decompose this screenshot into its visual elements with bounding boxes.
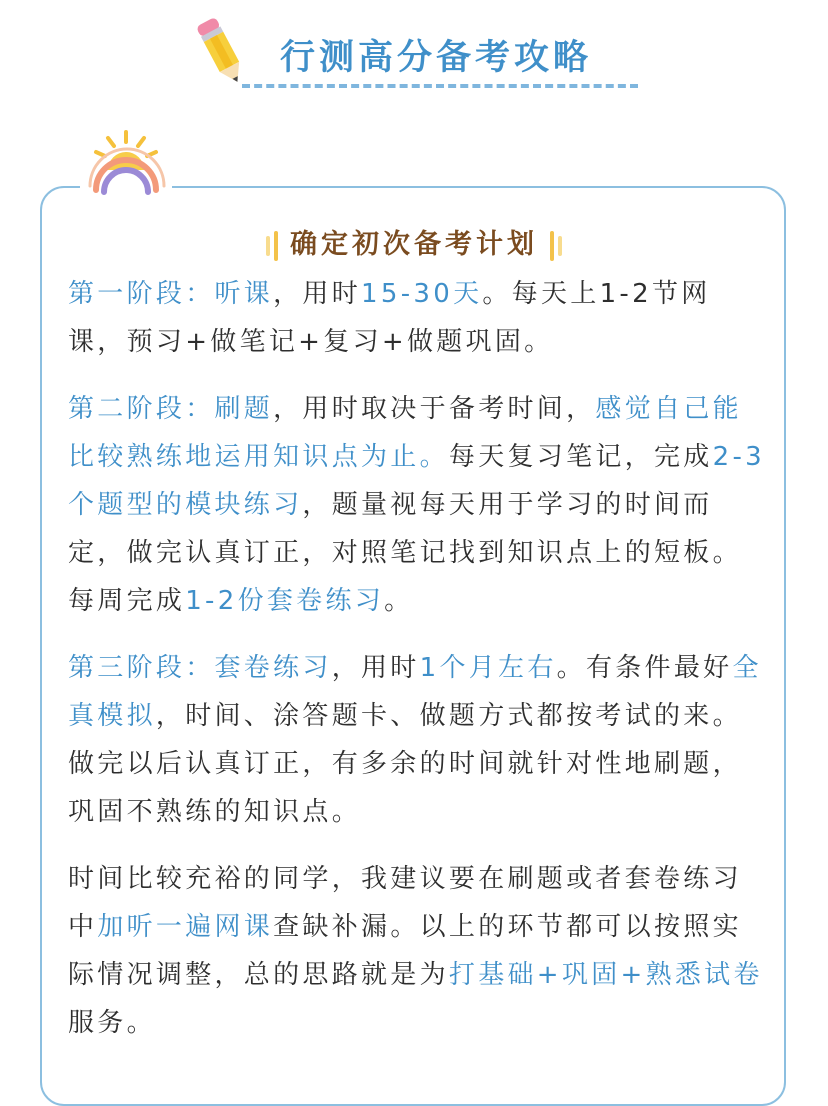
title-underline xyxy=(242,84,638,88)
text-segment: 查缺补漏。以上的环节都可以按照实际情况调整，总的思路就是为 xyxy=(68,912,742,990)
text-segment: 每天复习笔记，完成 xyxy=(448,442,713,472)
text-segment: ，用时取决于备考时间， xyxy=(273,394,596,424)
text-segment: 打基础+巩固+熟悉试卷 xyxy=(448,960,763,990)
text-segment: 第二阶段：刷题 xyxy=(68,394,274,424)
section-title-text: 确定初次备考计划 xyxy=(290,229,538,260)
text-segment: 15-30天 xyxy=(361,279,483,309)
text-segment: 。 xyxy=(384,586,414,616)
text-segment: ，题量视每天用于学习的时间而定，做完认真订正，对照笔记找到知识点上的短板。每周完成 xyxy=(68,490,742,616)
text-segment: 感觉自己能比较熟练地运用知识点为止。 xyxy=(68,394,742,472)
text-segment: 加听一遍网课 xyxy=(97,912,274,942)
text-segment: 时间比较充裕的同学，我建议要在刷题或者套卷练习中 xyxy=(68,864,742,942)
text-segment: 1个月左右 xyxy=(419,653,557,683)
paragraph-stage-two xyxy=(68,385,768,625)
text-segment: 2-3个题型的模块练习 xyxy=(68,442,765,520)
title-bars-right xyxy=(548,230,564,262)
text-segment: ，时间、涂答题卡、做题方式都按考试的来。做完以后认真订正，有多余的时间就针对性地刷题，巩固不熟练的知识点。 xyxy=(68,701,742,827)
header xyxy=(0,0,828,110)
text-segment: 。每天上1-2节网课，预习+做笔记+复习+做题巩固。 xyxy=(68,279,711,357)
paragraph-stage-three xyxy=(68,644,768,836)
title-bars-left xyxy=(264,230,280,262)
text-segment: ，用时 xyxy=(331,653,420,683)
page-title: 行测高分备考攻略 xyxy=(280,38,593,78)
section-title xyxy=(0,222,828,261)
text-segment: 第一阶段：听课 xyxy=(68,279,274,309)
paragraph-advice xyxy=(68,855,768,1047)
text-segment: 1-2份套卷练习 xyxy=(185,586,385,616)
text-segment: 第三阶段：套卷练习 xyxy=(68,653,332,683)
paragraph-stage-one xyxy=(68,270,768,366)
content-text xyxy=(68,270,768,1066)
text-segment: ，用时 xyxy=(273,279,362,309)
rainbow-sun-icon xyxy=(86,128,172,196)
text-segment: 全真模拟 xyxy=(68,653,762,731)
text-segment: 。有条件最好 xyxy=(556,653,733,683)
pencil-icon xyxy=(190,12,252,90)
text-segment: 服务。 xyxy=(68,1008,156,1038)
